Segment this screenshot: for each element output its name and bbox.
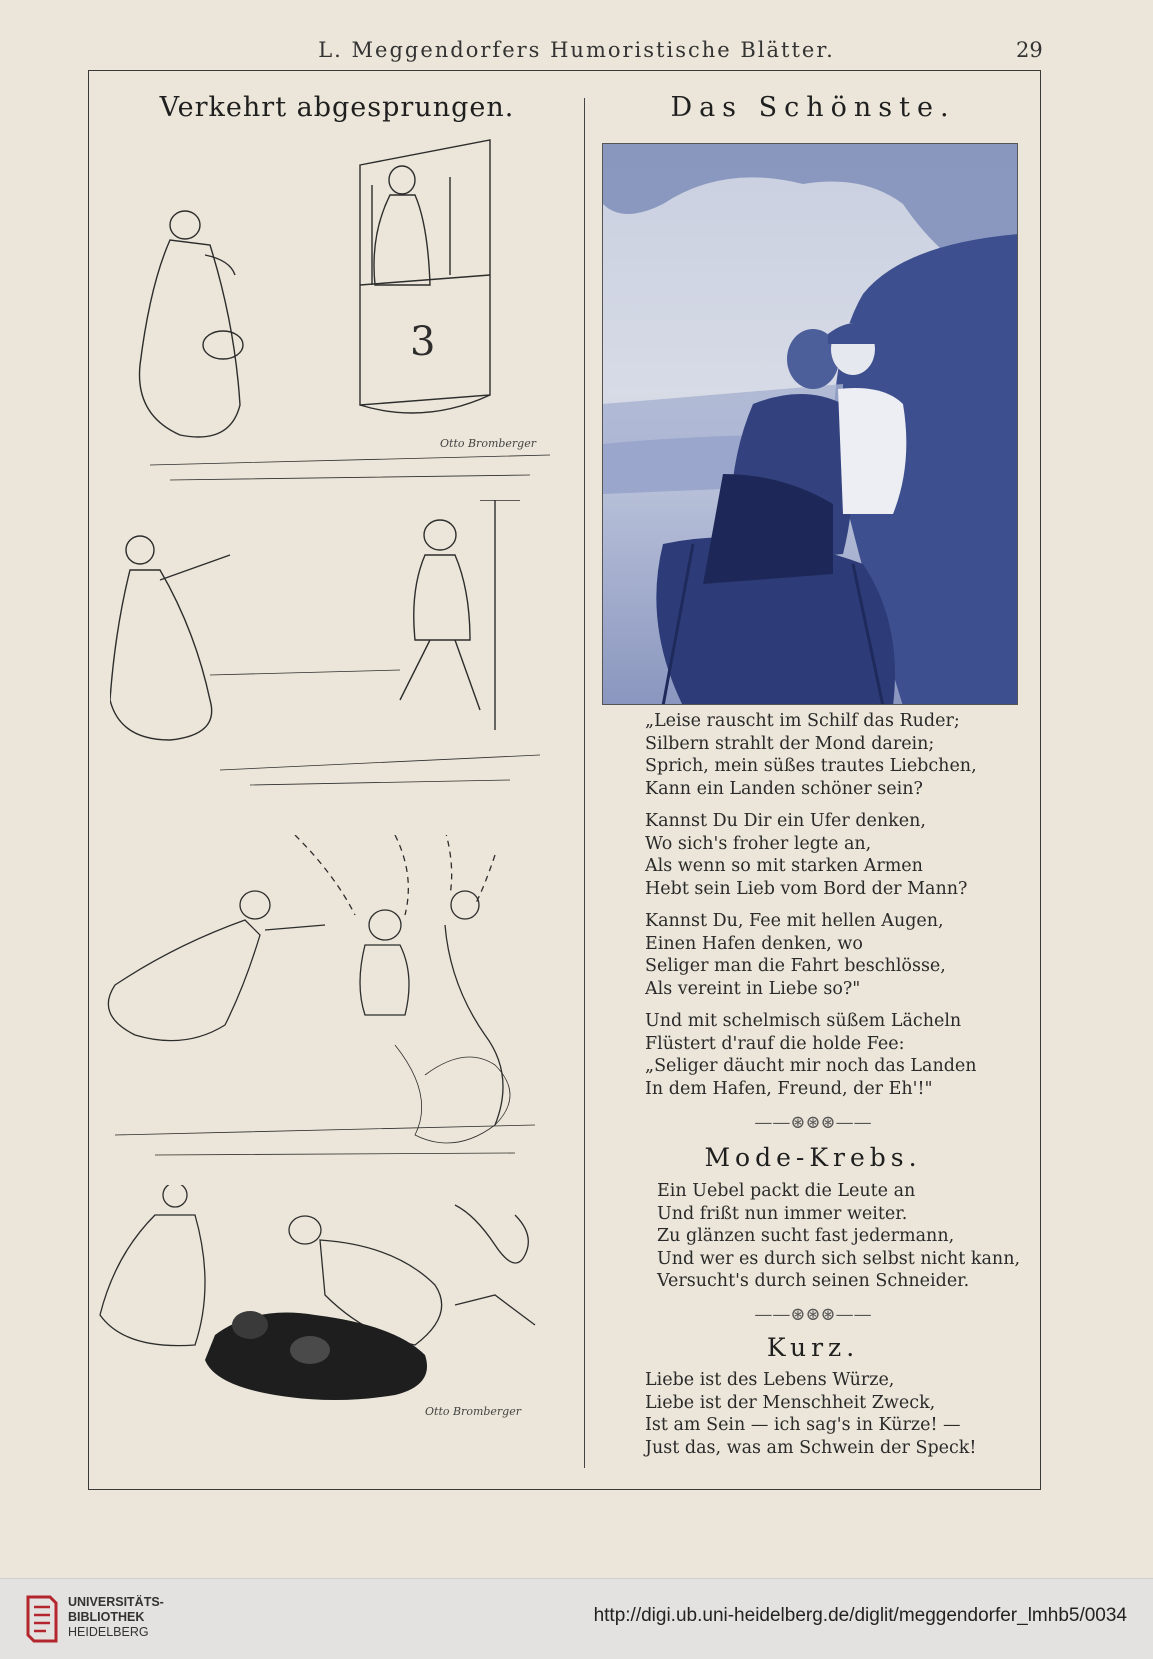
poem-kurz bbox=[645, 1369, 1005, 1459]
section-title-mode-krebs: Mode-Krebs. bbox=[704, 1143, 922, 1172]
poem-line: Silbern strahlt der Mond darein; bbox=[645, 733, 935, 754]
permalink-url[interactable]: http://digi.ub.uni-heidelberg.de/diglit/meggendorfer_lmhb5/0034 bbox=[593, 1605, 1127, 1626]
poem-line: Wo sich's froher legte an, bbox=[645, 833, 872, 854]
poem-line: Als wenn so mit starken Armen bbox=[645, 856, 923, 876]
running-head: L. Meggendorfers Humoristische Blätter. bbox=[318, 38, 835, 62]
poem-line: „Leise rauscht im Schilf das Ruder; bbox=[645, 711, 960, 731]
poem-stanza bbox=[645, 910, 1005, 1000]
library-logo-icon bbox=[22, 1593, 62, 1645]
artist-signature: Otto Bromberger bbox=[425, 1405, 521, 1418]
poem-stanza bbox=[645, 810, 1005, 900]
poem-line: Flüstert d'rauf die holde Fee: bbox=[645, 1033, 905, 1054]
poem-line: Ein Uebel packt die Leute an bbox=[657, 1181, 916, 1201]
poem-line: „Seliger däucht mir noch das Landen bbox=[645, 1056, 977, 1076]
cartoon-title: Verkehrt abgesprungen. bbox=[159, 92, 515, 123]
poem-line: Kann ein Landen schöner sein? bbox=[645, 778, 923, 799]
poem-line: Als vereint in Liebe so?" bbox=[645, 978, 861, 999]
section-ornament: ——⊛⊛⊛—— bbox=[754, 1112, 872, 1133]
tram-number: 3 bbox=[410, 319, 436, 365]
cartoon-panel-4 bbox=[95, 1185, 575, 1465]
poem-line: Ist am Sein — ich sag's in Kürze! — bbox=[645, 1415, 961, 1435]
poem-title: Das Schönste. bbox=[670, 92, 956, 123]
poem-line: Und frißt nun immer weiter. bbox=[657, 1203, 908, 1224]
poem-line: Sprich, mein süßes trautes Liebchen, bbox=[645, 756, 977, 776]
institution-name bbox=[68, 1595, 164, 1640]
poem-line: Hebt sein Lieb vom Bord der Mann? bbox=[645, 878, 968, 899]
section-title-kurz: Kurz. bbox=[766, 1333, 860, 1362]
institution-line: HEIDELBERG bbox=[68, 1625, 149, 1639]
poem-line: Einen Hafen denken, wo bbox=[645, 933, 863, 954]
cartoon-panel-1 bbox=[110, 125, 570, 495]
poem-stanza bbox=[645, 710, 1005, 800]
cartoon-panel-3 bbox=[95, 835, 565, 1175]
poem-line: Seliger man die Fahrt beschlösse, bbox=[645, 956, 946, 976]
poem-line: Kannst Du, Fee mit hellen Augen, bbox=[645, 911, 944, 931]
poem-line: Liebe ist der Menschheit Zweck, bbox=[645, 1392, 936, 1413]
poem-line: Und wer es durch sich selbst nicht kann, bbox=[657, 1248, 1021, 1269]
library-footer bbox=[0, 1578, 1153, 1659]
poem-line: Liebe ist des Lebens Würze, bbox=[645, 1370, 895, 1390]
poem-line: Und mit schelmisch süßem Lächeln bbox=[645, 1011, 962, 1031]
page-number: 29 bbox=[1016, 38, 1043, 62]
artist-signature: Otto Bromberger bbox=[440, 437, 536, 450]
poem-line: Kannst Du Dir ein Ufer denken, bbox=[645, 811, 926, 831]
poem-line: Versucht's durch seinen Schneider. bbox=[657, 1271, 970, 1291]
poem-line: Just das, was am Schwein der Speck! bbox=[645, 1437, 977, 1458]
section-ornament: ——⊛⊛⊛—— bbox=[754, 1304, 872, 1325]
boat-couple-illustration bbox=[602, 143, 1018, 705]
poem-das-schoenste bbox=[645, 710, 1005, 1110]
poem-line: Zu glänzen sucht fast jedermann, bbox=[657, 1226, 955, 1246]
poem-mode-krebs bbox=[657, 1180, 1021, 1293]
institution-line: BIBLIOTHEK bbox=[68, 1610, 145, 1624]
poem-stanza bbox=[645, 1010, 1005, 1100]
column-divider bbox=[584, 98, 585, 1468]
cartoon-panel-2 bbox=[110, 500, 570, 790]
institution-line: UNIVERSITÄTS- bbox=[68, 1595, 164, 1609]
poem-line: In dem Hafen, Freund, der Eh'!" bbox=[645, 1078, 933, 1099]
